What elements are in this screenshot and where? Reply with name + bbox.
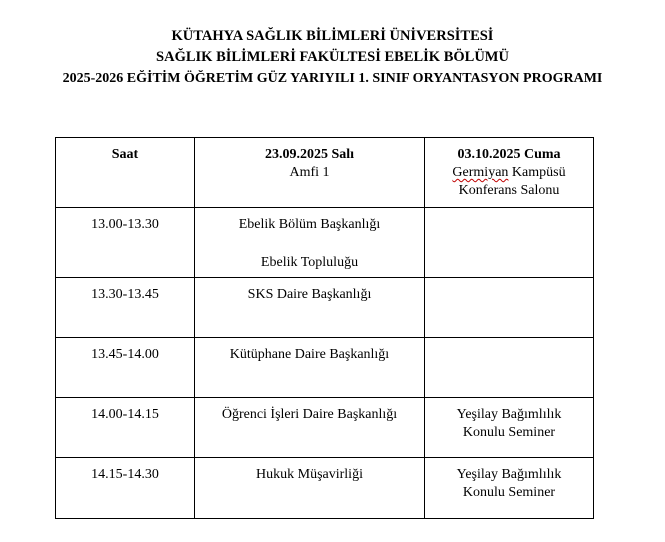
header-day2-date: 03.10.2025 Cuma [457, 147, 561, 162]
university-name: KÜTAHYA SAĞLIK BİLİMLERİ ÜNİVERSİTESİ [171, 28, 494, 44]
table-row [56, 338, 594, 398]
cell-time: 14.00-14.15 [56, 398, 195, 458]
table-row [56, 398, 594, 458]
cell-time: 13.45-14.00 [56, 338, 195, 398]
cell-day2 [425, 458, 594, 519]
cell-day1-line1: SKS Daire Başkanlığı [247, 287, 372, 302]
table-row [56, 208, 594, 278]
cell-day2-line1: Yeşilay Bağımlılık [456, 467, 562, 482]
cell-day1 [195, 338, 425, 398]
cell-day1 [195, 458, 425, 519]
cell-day2-line1: Yeşilay Bağımlılık [456, 407, 562, 422]
cell-day1-line2: Ebelik Topluluğu [260, 255, 359, 270]
cell-day2 [425, 208, 594, 278]
cell-day1-line1: Ebelik Bölüm Başkanlığı [238, 217, 381, 232]
cell-day1 [195, 278, 425, 338]
cell-day1-line1: Öğrenci İşleri Daire Başkanlığı [221, 407, 398, 422]
faculty-department: SAĞLIK BİLİMLERİ FAKÜLTESİ EBELİK BÖLÜMÜ [156, 49, 509, 65]
cell-day2 [425, 398, 594, 458]
program-title: 2025-2026 EĞİTİM ÖĞRETİM GÜZ YARIYILI 1. SINIF ORYANTASYON PROGRAMI [62, 71, 603, 86]
cell-time: 14.15-14.30 [56, 458, 195, 519]
table-row [56, 458, 594, 519]
header-day1-date: 23.09.2025 Salı [264, 147, 355, 162]
cell-day2-line2: Konulu Seminer [462, 425, 556, 440]
cell-day2 [425, 278, 594, 338]
header-day2-place-line2: Konferans Salonu [458, 183, 560, 198]
cell-day1 [195, 208, 425, 278]
table-row [56, 278, 594, 338]
header-day2 [425, 138, 594, 208]
header-time [56, 138, 195, 208]
document-title [0, 26, 665, 89]
cell-time: 13.30-13.45 [56, 278, 195, 338]
header-day1-place: Amfi 1 [289, 165, 330, 180]
cell-day2 [425, 338, 594, 398]
orientation-schedule-table [55, 137, 594, 519]
header-time-label: Saat [111, 147, 139, 162]
header-day2-place [429, 164, 589, 182]
cell-day1-line1: Kütüphane Daire Başkanlığı [229, 347, 390, 362]
cell-day1 [195, 398, 425, 458]
header-day2-place-rest: Kampüsü [508, 165, 566, 180]
cell-day2-line2: Konulu Seminer [462, 485, 556, 500]
cell-day1-line1: Hukuk Müşavirliği [256, 467, 363, 482]
header-day1 [195, 138, 425, 208]
cell-time: 13.00-13.30 [56, 208, 195, 278]
spellcheck-word: Germiyan [452, 165, 509, 180]
table-header-row [56, 138, 594, 208]
